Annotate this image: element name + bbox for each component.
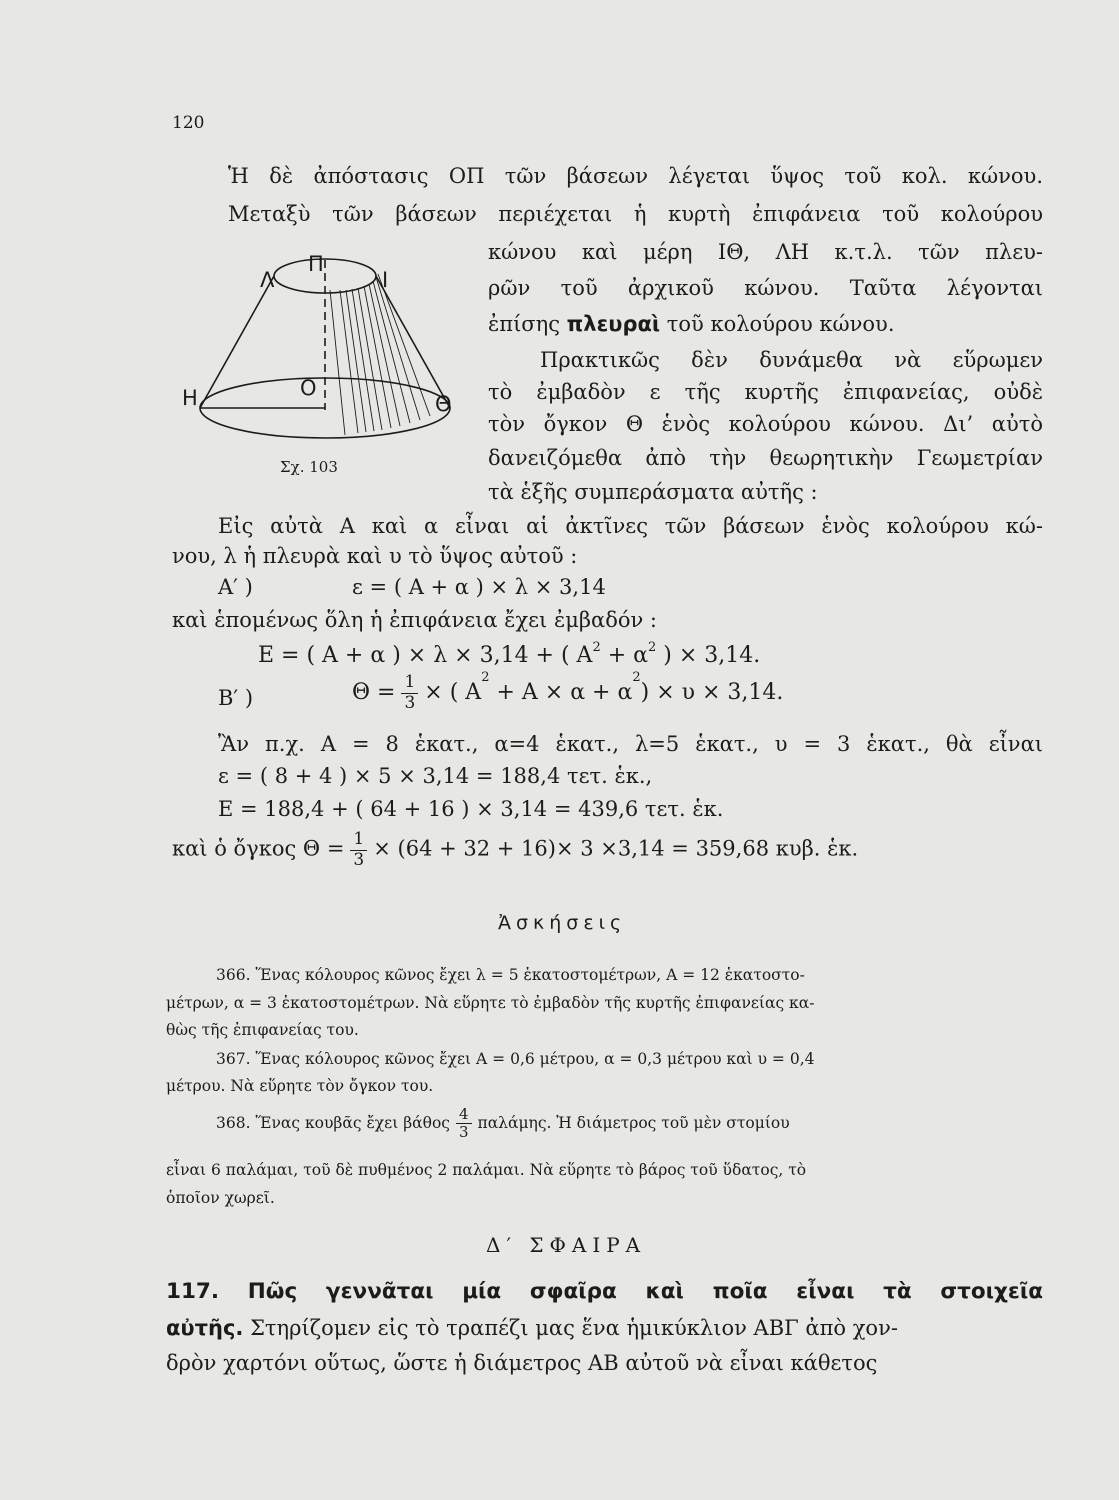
exercise-368-line-3: ὁποῖον χωρεῖ. bbox=[166, 1189, 275, 1207]
exercise-366-line-1: 366. Ἕνας κόλουρος κῶνος ἔχει λ = 5 ἑκατοστομέτρων, Α = 12 ἑκατοστο- bbox=[216, 966, 805, 984]
paragraph-3-line-2: νου, λ ἡ πλευρὰ καὶ υ τὸ ὕψος αὐτοῦ : bbox=[172, 544, 578, 568]
formula-b-start: Θ = bbox=[352, 680, 396, 706]
example-line-3: Ε = 188,4 + ( 64 + 16 ) × 3,14 = 439,6 τετ. ἑκ. bbox=[218, 797, 724, 821]
formula-b-exp1: 2 bbox=[481, 670, 490, 685]
label-iota: Ι bbox=[382, 268, 389, 292]
exercise-368-numerator: 4 bbox=[456, 1106, 472, 1124]
paragraph-3-line-1: Εἰς αὐτὰ Α καὶ α εἶναι αἱ ἀκτῖνες τῶν βάσεων ἑνὸς κολούρου κώ- bbox=[218, 514, 1043, 538]
section-117-heading: 117. Πῶς γεννᾶται μία σφαῖρα καὶ ποῖα εἶναι τὰ στοιχεῖα bbox=[166, 1279, 1043, 1304]
example-line-2: ε = ( 8 + 4 ) × 5 × 3,14 = 188,4 τετ. ἑκ., bbox=[218, 764, 653, 788]
paragraph-2-line-3: τὸν ὄγκον Θ ἑνὸς κολούρου κώνου. Δι’ αὐτὸ bbox=[488, 412, 1043, 436]
whole-surface-text: καὶ ἑπομένως ὅλη ἡ ἐπιφάνεια ἔχει ἐμβαδόν : bbox=[172, 608, 657, 632]
formula-e-exp2: 2 bbox=[648, 640, 657, 655]
section-117-line-2 bbox=[166, 1316, 898, 1340]
example-line-4 bbox=[172, 830, 858, 870]
page-number: 120 bbox=[172, 113, 205, 133]
paragraph-1-line-2: Μεταξὺ τῶν βάσεων περιέχεται ἡ κυρτὴ ἐπιφάνεια τοῦ κολούρου bbox=[228, 202, 1043, 226]
paragraph-2-line-1: Πρακτικῶς δὲν δυνάμεθα νὰ εὕρωμεν bbox=[540, 348, 1043, 372]
exercise-366-line-3: θὼς τῆς ἐπιφανείας του. bbox=[166, 1021, 359, 1039]
line-5-end: τοῦ κολούρου κώνου. bbox=[660, 312, 895, 336]
example-fraction bbox=[350, 830, 367, 870]
formula-a-expression: ε = ( Α + α ) × λ × 3,14 bbox=[352, 575, 606, 599]
paragraph-1-line-3: κώνου καὶ μέρη ΙΘ, ΛΗ κ.τ.λ. τῶν πλευ- bbox=[488, 240, 1043, 264]
line-5-start: ἐπίσης bbox=[488, 312, 567, 336]
section-117-heading-end: αὐτῆς. bbox=[166, 1316, 244, 1340]
label-eta: Η bbox=[182, 386, 198, 410]
exercise-368-line-1 bbox=[216, 1106, 790, 1142]
label-omicron: Ο bbox=[300, 376, 317, 400]
figure-caption: Σχ. 103 bbox=[280, 458, 338, 476]
exercise-368-line-2: εἶναι 6 παλάμαι, τοῦ δὲ πυθμένος 2 παλάμαι. Νὰ εὕρητε τὸ βάρος τοῦ ὕδατος, τὸ bbox=[166, 1161, 807, 1179]
fraction-one-third bbox=[401, 673, 418, 713]
example-volume-start: καὶ ὁ ὄγκος Θ = bbox=[172, 836, 345, 861]
label-theta: Θ bbox=[435, 392, 452, 416]
section-117-line-2-text: Στηρίζομεν εἰς τὸ τραπέζι μας ἕνα ἡμικύκλιον ΑΒΓ ἀπὸ χον- bbox=[243, 1316, 898, 1340]
label-lambda: Λ bbox=[260, 268, 275, 292]
example-line-1: Ἂν π.χ. Α = 8 ἑκατ., α=4 ἑκατ., λ=5 ἑκατ., υ = 3 ἑκατ., θὰ εἶναι bbox=[218, 732, 1043, 756]
paragraph-2-line-4: δανειζόμεθα ἀπὸ τὴν θεωρητικὴν Γεωμετρίαν bbox=[488, 446, 1043, 470]
formula-a-label: Α′ ) bbox=[218, 575, 253, 599]
section-title: Δ′ ΣΦΑΙΡΑ bbox=[486, 1233, 647, 1257]
formula-b bbox=[352, 670, 784, 713]
formula-e-start: Ε = ( Α + α ) × λ × 3,14 + ( Α bbox=[258, 643, 593, 668]
fraction-denominator: 3 bbox=[404, 692, 416, 713]
formula-e-mid: + α bbox=[600, 643, 649, 668]
exercise-366-line-2: μέτρων, α = 3 ἑκατοστομέτρων. Νὰ εὕρητε τὸ ἐμβαδὸν τῆς κυρτῆς ἐπιφανείας κα- bbox=[166, 994, 815, 1012]
label-pi: Π bbox=[308, 252, 324, 276]
formula-e-end: ) × 3,14. bbox=[656, 643, 761, 668]
exercise-368-fraction bbox=[456, 1106, 472, 1142]
exercise-367-line-1: 367. Ἕνας κόλουρος κῶνος ἔχει Α = 0,6 μέτρου, α = 0,3 μέτρου καὶ υ = 0,4 bbox=[216, 1050, 815, 1068]
exercise-368-start: 368. Ἕνας κουβᾶς ἔχει βάθος bbox=[216, 1113, 450, 1132]
exercise-367-line-2: μέτρου. Νὰ εὕρητε τὸν ὄγκον του. bbox=[166, 1077, 434, 1095]
example-fraction-denominator: 3 bbox=[353, 849, 365, 870]
paragraph-2-line-2: τὸ ἐμβαδὸν ε τῆς κυρτῆς ἐπιφανείας, οὐδὲ bbox=[488, 380, 1043, 404]
formula-b-part1: × ( Α bbox=[424, 680, 482, 706]
example-fraction-numerator: 1 bbox=[350, 830, 367, 851]
paragraph-1-line-4: ρῶν τοῦ ἀρχικοῦ κώνου. Ταῦτα λέγονται bbox=[488, 276, 1043, 300]
formula-b-part2: + Α × α + α bbox=[489, 680, 633, 706]
figure-103 bbox=[180, 250, 470, 485]
exercise-368-end: παλάμης. Ἡ διάμετρος τοῦ μὲν στομίου bbox=[477, 1113, 790, 1132]
paragraph-1-line-1: Ἡ δὲ ἀπόστασις ΟΠ τῶν βάσεων λέγεται ὕψος τοῦ κολ. κώνου. bbox=[228, 164, 1043, 188]
paragraph-2-line-5: τὰ ἑξῆς συμπεράσματα αὐτῆς : bbox=[488, 480, 818, 504]
exercise-368-denominator: 3 bbox=[458, 1123, 469, 1142]
section-117-line-3: δρὸν χαρτόνι οὕτως, ὥστε ἡ διάμετρος ΑΒ αὐτοῦ νὰ εἶναι κάθετος bbox=[166, 1351, 878, 1375]
formula-e bbox=[258, 640, 761, 668]
frustum-diagram bbox=[180, 250, 470, 485]
paragraph-1-line-5 bbox=[488, 312, 895, 336]
term-pleurai: πλευραὶ bbox=[566, 312, 661, 336]
exercises-title: Ἀσκήσεις bbox=[498, 912, 627, 934]
example-volume-end: × (64 + 32 + 16)× 3 ×3,14 = 359,68 κυβ. ἑκ. bbox=[373, 836, 859, 861]
formula-b-end: ) × υ × 3,14. bbox=[640, 680, 784, 706]
formula-b-label: Β′ ) bbox=[218, 686, 254, 710]
formula-b-exp2: 2 bbox=[632, 670, 641, 685]
formula-e-exp1: 2 bbox=[592, 640, 601, 655]
fraction-numerator: 1 bbox=[401, 673, 418, 694]
